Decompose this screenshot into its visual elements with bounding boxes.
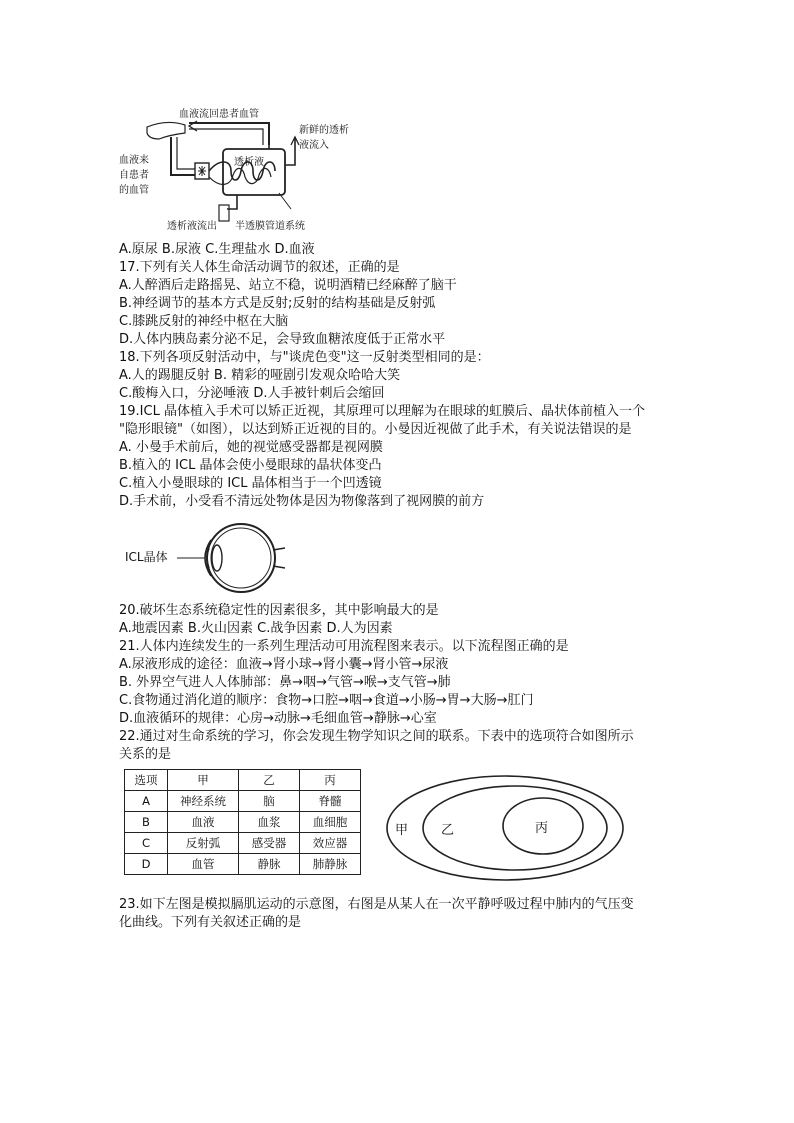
table-row bbox=[125, 854, 361, 875]
text-line: A. 小曼手术前后，她的视觉感受器都是视网膜 bbox=[119, 440, 383, 455]
dialysis-label-top: 血液流回患者血管 bbox=[179, 109, 259, 120]
table-cell: 感受器 bbox=[239, 833, 300, 854]
table-cell: A bbox=[125, 791, 168, 812]
table-cell: 肺静脉 bbox=[300, 854, 361, 875]
text-line: B.植入的 ICL 晶体会使小曼眼球的晶状体变凸 bbox=[119, 458, 382, 473]
text-line: D.人体内胰岛素分泌不足，会导致血糖浓度低于正常水平 bbox=[119, 332, 446, 347]
table-cell: C bbox=[125, 833, 168, 854]
text-line: 关系的是 bbox=[119, 747, 172, 762]
table-cell: 静脉 bbox=[239, 854, 300, 875]
text-line: A.人的踢腿反射 B. 精彩的哑剧引发观众哈哈大笑 bbox=[119, 368, 401, 383]
eye-label-icl: ICL晶体 bbox=[125, 550, 168, 564]
dialysis-label-membrane: 半透膜管道系统 bbox=[235, 221, 305, 232]
table-cell: 血细胞 bbox=[300, 812, 361, 833]
table-cell: 效应器 bbox=[300, 833, 361, 854]
table-header-cell: 选项 bbox=[125, 770, 168, 791]
table-cell: 脊髓 bbox=[300, 791, 361, 812]
table-cell: D bbox=[125, 854, 168, 875]
dialysis-label-right: 新鲜的透析液流入 bbox=[299, 125, 349, 151]
text-line: 20.破坏生态系统稳定性的因素很多，其中影响最大的是 bbox=[119, 603, 439, 618]
table-cell: 血液 bbox=[168, 812, 239, 833]
table-header-row bbox=[125, 770, 361, 791]
text-line: 23.如下左图是模拟膈肌运动的示意图，右图是从某人在一次平静呼吸过程中肺内的气压变 bbox=[119, 897, 634, 912]
text-line: D.手术前，小受看不清远处物体是因为物像落到了视网膜的前方 bbox=[119, 494, 485, 509]
dialysis-label-outflow: 透析液流出 bbox=[167, 221, 217, 232]
venn-label-middle: 乙 bbox=[441, 823, 455, 838]
text-line: C.植入小曼眼球的 ICL 晶体相当于一个凹透镜 bbox=[119, 476, 382, 491]
text-line: 19.ICL 晶体植入手术可以矫正近视，其原理可以理解为在眼球的虹膜后、晶状体前植入一个 bbox=[119, 404, 645, 419]
table-cell: 神经系统 bbox=[168, 791, 239, 812]
table-row bbox=[125, 812, 361, 833]
text-line: C.食物通过消化道的顺序：食物→口腔→咽→食道→小肠→胃→大肠→肛门 bbox=[119, 693, 534, 708]
table-cell: 反射弧 bbox=[168, 833, 239, 854]
table-row bbox=[125, 833, 361, 854]
table-header-cell: 乙 bbox=[239, 770, 300, 791]
venn-label-inner: 丙 bbox=[535, 821, 549, 836]
text-line: 21.人体内连续发生的一系列生理活动可用流程图来表示。以下流程图正确的是 bbox=[119, 639, 569, 654]
options-table bbox=[124, 769, 361, 875]
text-line: C.酸梅入口，分泌唾液 D.人手被针刺后会缩回 bbox=[119, 386, 385, 401]
table-cell: 脑 bbox=[239, 791, 300, 812]
table-row bbox=[125, 791, 361, 812]
text-line: A.人醉酒后走路摇晃、站立不稳，说明酒精已经麻醉了脑干 bbox=[119, 278, 457, 293]
dialysis-label-left: 血液来自患者的血管 bbox=[119, 155, 149, 196]
text-line: A.原尿 B.尿液 C.生理盐水 D.血液 bbox=[119, 242, 315, 257]
eye-figure bbox=[119, 520, 299, 596]
text-line: "隐形眼镜"（如图），以达到矫正近视的目的。小曼因近视做了此手术，有关说法错误的是 bbox=[119, 422, 632, 437]
text-line: 22.通过对生命系统的学习，你会发现生物学知识之间的联系。下表中的选项符合如图所示 bbox=[119, 729, 634, 744]
text-line: D.血液循环的规律：心房→动脉→毛细血管→静脉→心室 bbox=[119, 711, 437, 726]
table-cell: B bbox=[125, 812, 168, 833]
text-line: B. 外界空气进人人体肺部：鼻→咽→气管→喉→支气管→肺 bbox=[119, 675, 451, 690]
table-cell: 血管 bbox=[168, 854, 239, 875]
table-header-cell: 丙 bbox=[300, 770, 361, 791]
dialysis-label-inner: 透析液 bbox=[234, 157, 264, 168]
text-line: 化曲线。下列有关叙述正确的是 bbox=[119, 915, 302, 930]
venn-diagram bbox=[383, 772, 633, 884]
venn-label-outer: 甲 bbox=[395, 823, 409, 838]
text-line: 17.下列有关人体生命活动调节的叙述，正确的是 bbox=[119, 260, 400, 275]
text-line: C.膝跳反射的神经中枢在大脑 bbox=[119, 314, 289, 329]
dialysis-figure bbox=[119, 105, 349, 237]
text-line: 18.下列各项反射活动中，与"谈虎色变"这一反射类型相同的是： bbox=[119, 350, 490, 365]
text-line: B.神经调节的基本方式是反射;反射的结构基础是反射弧 bbox=[119, 296, 436, 311]
text-line: A.尿液形成的途径：血液→肾小球→肾小囊→肾小管→尿液 bbox=[119, 657, 449, 672]
venn-figure bbox=[383, 772, 633, 884]
table-header-cell: 甲 bbox=[168, 770, 239, 791]
text-line: A.地震因素 B.火山因素 C.战争因素 D.人为因素 bbox=[119, 621, 393, 636]
table-cell: 血浆 bbox=[239, 812, 300, 833]
